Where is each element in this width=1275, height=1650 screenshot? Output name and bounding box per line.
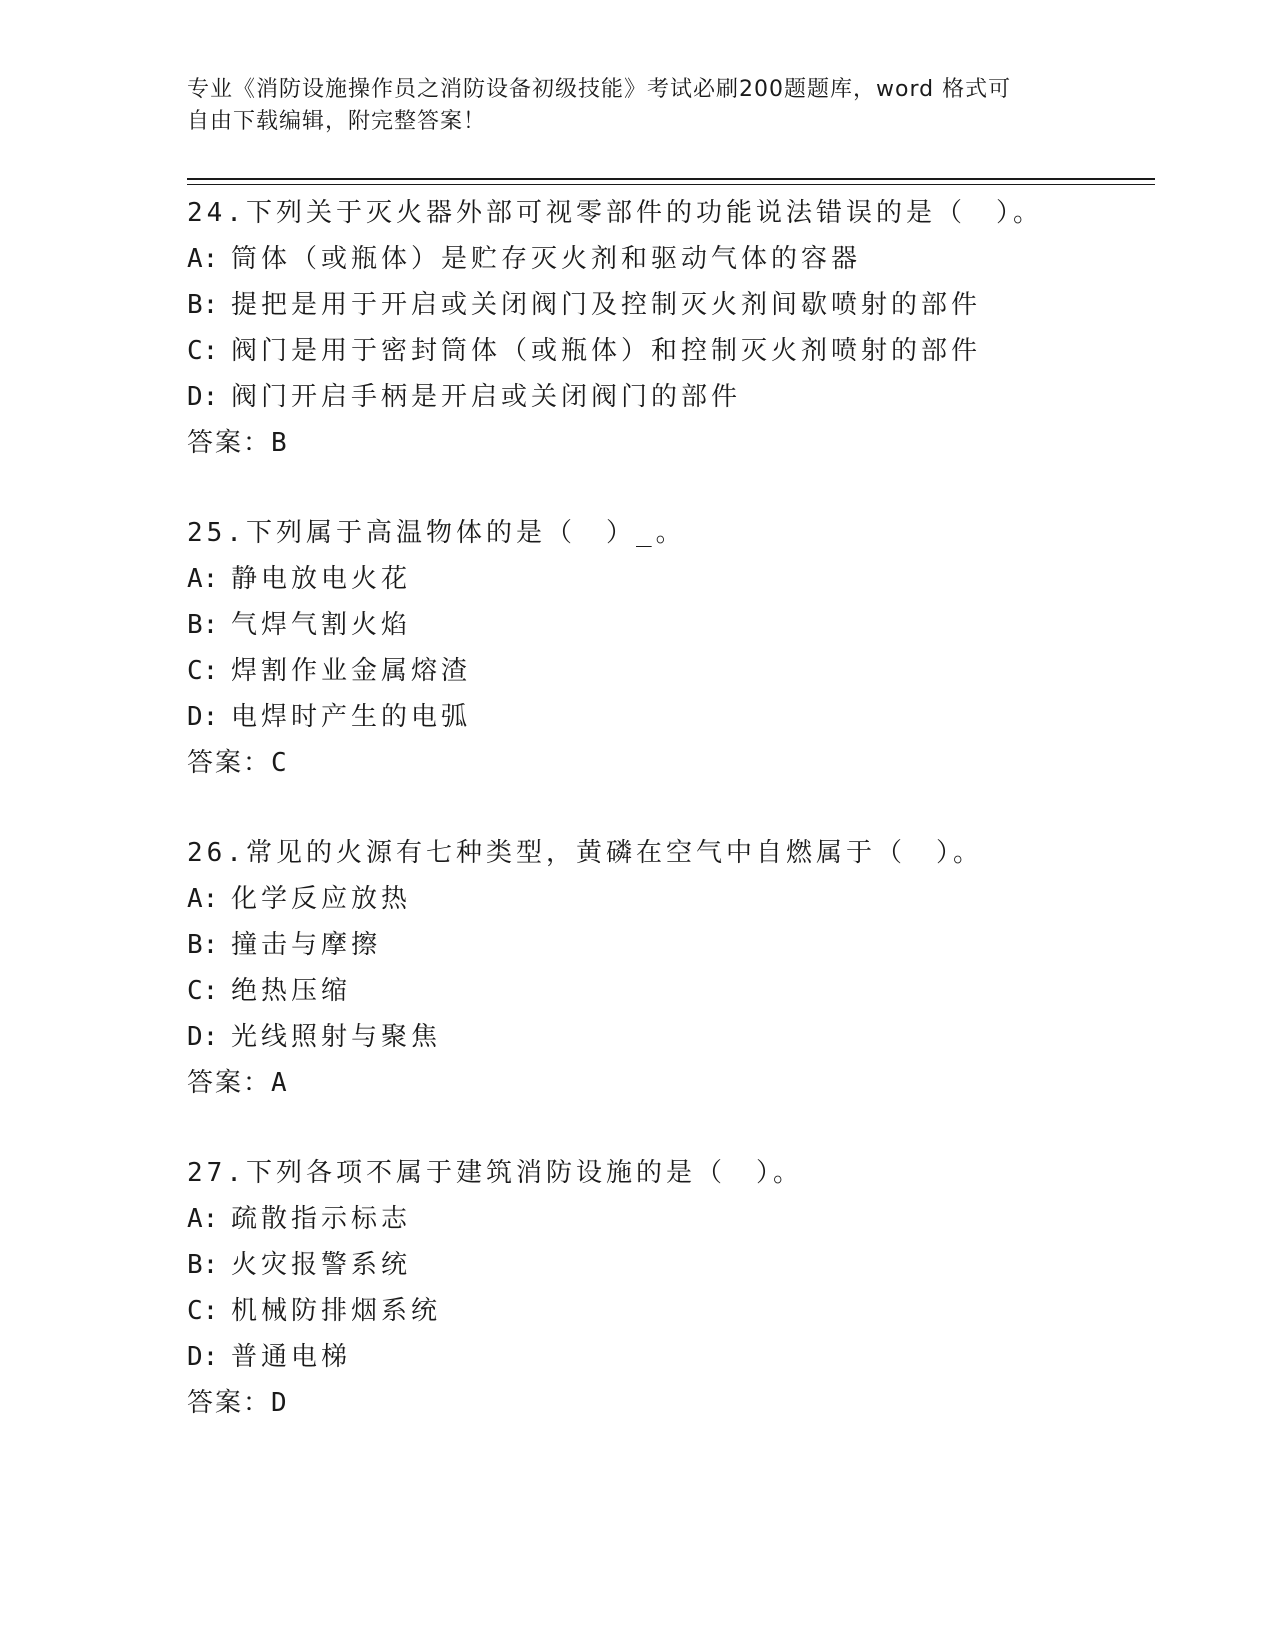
header-line-2: 自由下载编辑，附完整答案！ <box>187 109 487 134</box>
option-text: 光线照射与聚焦 <box>231 1022 442 1052</box>
option-key: C: <box>187 656 219 686</box>
option-text: 阀门是用于密封筒体（或瓶体）和控制灭火剂喷射的部件 <box>231 336 982 366</box>
option-key: A: <box>187 884 219 914</box>
option-text: 绝热压缩 <box>231 976 352 1006</box>
option-a <box>187 236 1147 282</box>
option-c <box>187 648 1147 694</box>
option-d <box>187 1014 1147 1060</box>
option-a <box>187 556 1147 602</box>
answer-label: 答案： <box>187 748 272 778</box>
option-key: B: <box>187 1250 219 1280</box>
answer-line <box>187 1380 1147 1426</box>
question-25 <box>187 510 1147 830</box>
option-key: A: <box>187 564 219 594</box>
question-stem: 24.下列关于灭火器外部可视零部件的功能说法错误的是（ ）。 <box>187 198 1043 228</box>
option-text: 气焊气割火焰 <box>231 610 412 640</box>
option-text: 机械防排烟系统 <box>231 1296 442 1326</box>
option-key: B: <box>187 290 219 320</box>
answer-value: B <box>271 428 291 458</box>
answer-line <box>187 740 1147 786</box>
option-text: 焊割作业金属熔渣 <box>231 656 472 686</box>
option-b <box>187 922 1147 968</box>
answer-value: C <box>271 748 291 778</box>
option-text: 普通电梯 <box>231 1342 352 1372</box>
option-text: 撞击与摩擦 <box>231 930 382 960</box>
option-c <box>187 968 1147 1014</box>
option-key: C: <box>187 1296 219 1326</box>
option-key: B: <box>187 610 219 640</box>
option-key: D: <box>187 382 219 412</box>
option-text: 筒体（或瓶体）是贮存灭火剂和驱动气体的容器 <box>231 244 862 274</box>
option-text: 提把是用于开启或关闭阀门及控制灭火剂间歇喷射的部件 <box>231 290 982 320</box>
question-stem: 25.下列属于高温物体的是（ ）_。 <box>187 518 686 548</box>
answer-line <box>187 1060 1147 1106</box>
option-key: D: <box>187 702 219 732</box>
option-d <box>187 374 1147 420</box>
option-key: D: <box>187 1022 219 1052</box>
question-stem: 26.常见的火源有七种类型，黄磷在空气中自燃属于（ ）。 <box>187 838 983 868</box>
answer-label: 答案： <box>187 428 272 458</box>
option-c <box>187 328 1147 374</box>
question-26 <box>187 830 1147 1150</box>
option-text: 阀门开启手柄是开启或关闭阀门的部件 <box>231 382 742 412</box>
answer-label: 答案： <box>187 1068 272 1098</box>
option-text: 疏散指示标志 <box>231 1204 412 1234</box>
document-header <box>187 74 1067 138</box>
answer-value: A <box>271 1068 291 1098</box>
option-text: 电焊时产生的电弧 <box>231 702 472 732</box>
question-27 <box>187 1150 1147 1470</box>
option-b <box>187 602 1147 648</box>
question-list <box>187 190 1147 1470</box>
option-key: C: <box>187 336 219 366</box>
answer-line <box>187 420 1147 466</box>
question-stem: 27.下列各项不属于建筑消防设施的是（ ）。 <box>187 1158 803 1188</box>
answer-label: 答案： <box>187 1388 272 1418</box>
question-24 <box>187 190 1147 510</box>
option-text: 火灾报警系统 <box>231 1250 412 1280</box>
option-d <box>187 1334 1147 1380</box>
option-text: 化学反应放热 <box>231 884 412 914</box>
option-key: C: <box>187 976 219 1006</box>
option-b <box>187 282 1147 328</box>
option-a <box>187 876 1147 922</box>
option-a <box>187 1196 1147 1242</box>
option-b <box>187 1242 1147 1288</box>
answer-value: D <box>271 1388 291 1418</box>
header-divider-thin <box>187 184 1155 185</box>
header-divider-thick <box>187 178 1155 180</box>
option-c <box>187 1288 1147 1334</box>
option-d <box>187 694 1147 740</box>
header-line-1: 专业《消防设施操作员之消防设备初级技能》考试必刷200题题库，word 格式可 <box>187 77 1012 102</box>
option-text: 静电放电火花 <box>231 564 412 594</box>
option-key: D: <box>187 1342 219 1372</box>
option-key: A: <box>187 244 219 274</box>
option-key: A: <box>187 1204 219 1234</box>
option-key: B: <box>187 930 219 960</box>
